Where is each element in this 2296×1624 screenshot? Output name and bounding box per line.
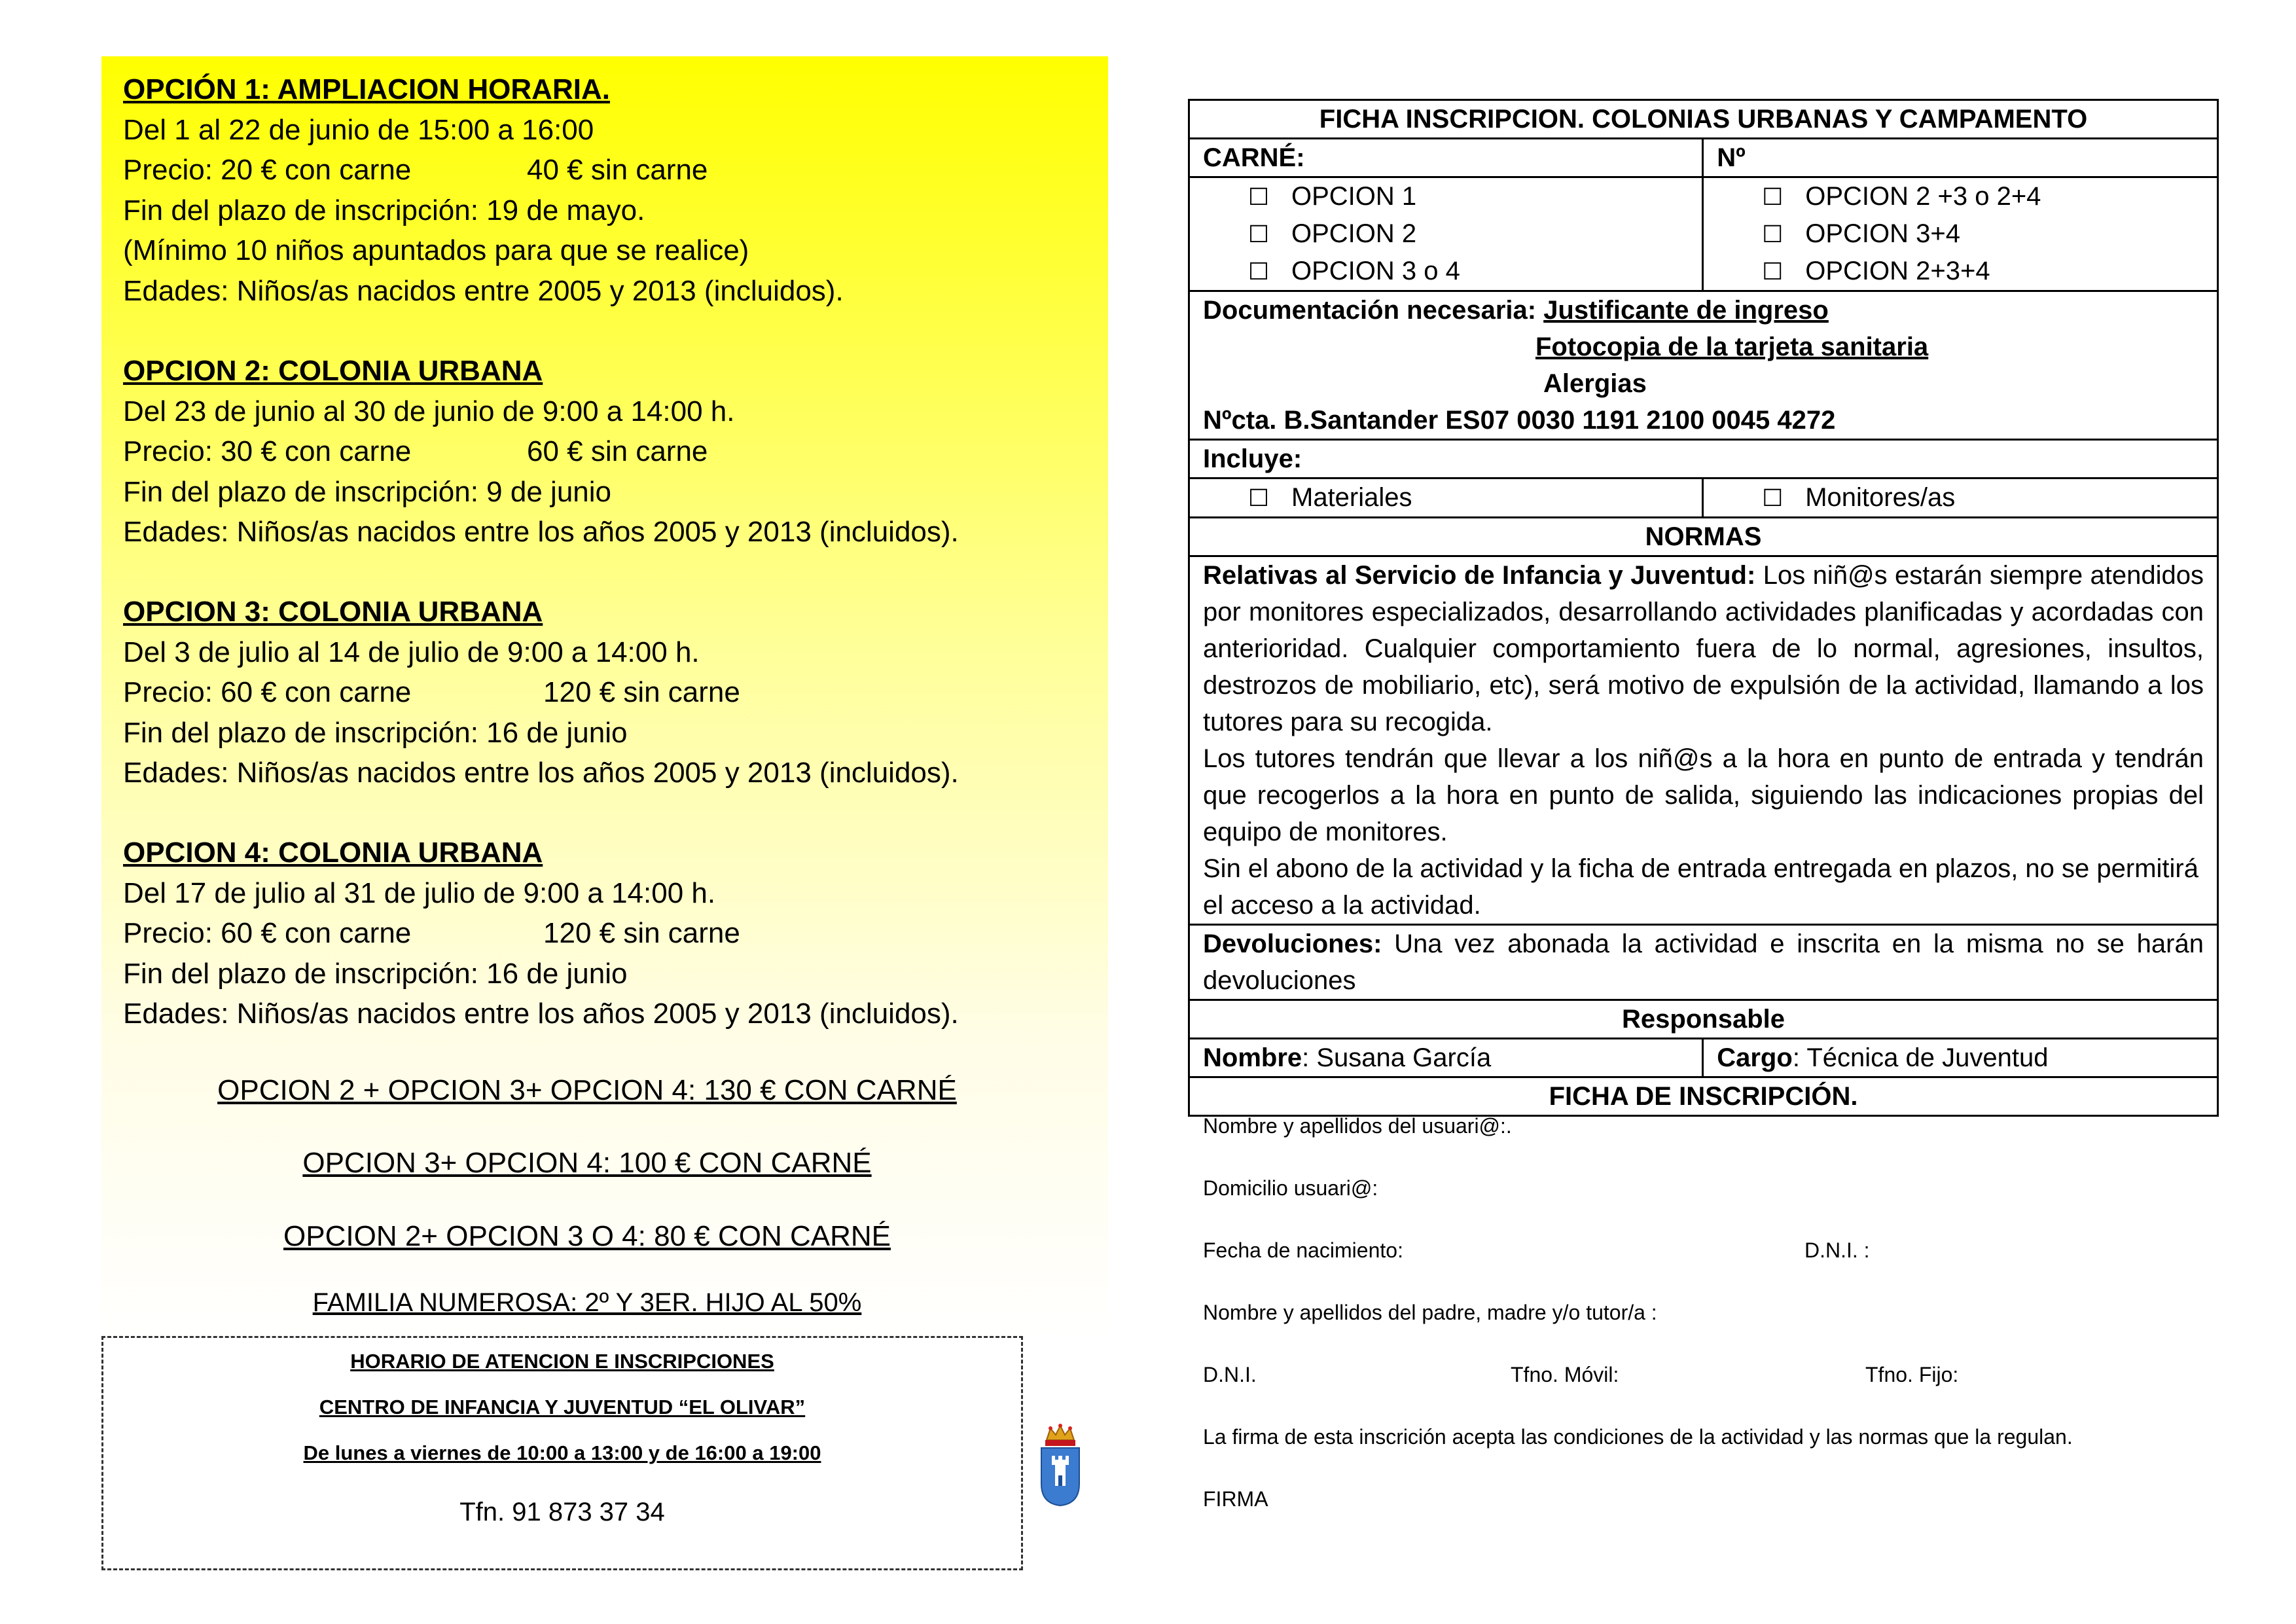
option-deadline: Fin del plazo de inscripción: 16 de junio: [123, 957, 628, 990]
responsable-heading: Responsable: [1189, 1000, 2218, 1039]
devoluciones-cell: [1189, 925, 2218, 1000]
field-dni-usuario[interactable]: D.N.I. :: [1804, 1238, 1870, 1262]
field-domicilio[interactable]: Domicilio usuari@:: [1203, 1176, 1378, 1200]
option-label: OPCION 2+3+4: [1805, 257, 1990, 285]
option-ages: Edades: Niños/as nacidos entre los años 2005 y 2013 (incluidos).: [123, 516, 959, 548]
field-nombre-tutor[interactable]: Nombre y apellidos del padre, madre y/o tutor/a :: [1203, 1301, 1657, 1324]
incluye-checkbox-row[interactable]: [1203, 479, 1689, 516]
field-dni-tutor[interactable]: D.N.I.: [1203, 1363, 1257, 1386]
horario-title: HORARIO DE ATENCION E INSCRIPCIONES: [350, 1350, 774, 1373]
option-dates: Del 23 de junio al 30 de junio de 9:00 a 14:00 h.: [123, 395, 735, 427]
phone-number: Tfn. 91 873 37 34: [459, 1498, 665, 1526]
checkbox-icon[interactable]: ☐: [1247, 484, 1270, 511]
option-checkbox-row[interactable]: [1203, 253, 1689, 290]
field-firma[interactable]: FIRMA: [1203, 1487, 1268, 1511]
inscription-form-table: [1188, 99, 2219, 1117]
option-heading: OPCION 3: COLONIA URBANA: [123, 596, 543, 628]
municipal-crest-icon: [1037, 1422, 1083, 1507]
option-label: OPCION 2: [1291, 219, 1417, 248]
documentation-cell: [1189, 291, 2218, 440]
combo-price-3: OPCION 2+ OPCION 3 O 4: 80 € CON CARNÉ: [283, 1220, 891, 1252]
option-dates: Del 17 de julio al 31 de julio de 9:00 a 14:00 h.: [123, 876, 716, 909]
option-heading: OPCIÓN 1: AMPLIACION HORARIA.: [123, 73, 610, 105]
price-without-carne: 120 € sin carne: [543, 676, 740, 708]
normas-paragraph-2: Los tutores tendrán que llevar a los niñ@s a la hora en punto de entrada y tendrán que recogerlos a la hora en punto de salida, siguiendo las indicaciones propias del equipo de monitores.: [1203, 744, 2204, 846]
normas-text-1: Los niñ@s estarán siempre atendidos por monitores especializados, desarrollando actividades planificadas y acordadas con anterioridad. Cualquier comportamiento fuera de lo normal, agresiones, insultos, destrozos de mobiliario, etc), será motivo de expulsión de la actividad, llamando a los tutores para su recogida.: [1203, 561, 2204, 736]
doc-item-tarjeta-row: [1203, 329, 2204, 365]
option-1-block: [123, 69, 1092, 311]
option-checkbox-row[interactable]: [1203, 178, 1689, 215]
price-with-carne: Precio: 20 € con carne: [123, 154, 412, 186]
option-checkbox-row[interactable]: [1717, 215, 2204, 253]
form-title: FICHA INSCRIPCION. COLONIAS URBANAS Y CAMPAMENTO: [1189, 100, 2218, 139]
familia-numerosa: FAMILIA NUMEROSA: 2º Y 3ER. HIJO AL 50%: [312, 1288, 862, 1317]
doc-item-justificante: Justificante de ingreso: [1543, 296, 1829, 325]
price-with-carne: Precio: 60 € con carne: [123, 917, 412, 949]
nombre-label: Nombre: [1203, 1043, 1302, 1072]
option-checkbox-row[interactable]: [1717, 253, 2204, 290]
devoluciones-label: Devoluciones:: [1203, 929, 1382, 958]
normas-heading: NORMAS: [1189, 518, 2218, 556]
option-label: OPCION 3 o 4: [1291, 257, 1460, 285]
carne-label: CARNÉ:: [1189, 139, 1703, 177]
normas-paragraph-3: Sin el abono de la actividad y la ficha de entrada entregada en plazos, no se permitirá el acceso a la actividad.: [1203, 854, 2198, 920]
option-dates: Del 3 de julio al 14 de julio de 9:00 a 14:00 h.: [123, 636, 700, 668]
doc-label: Documentación necesaria:: [1203, 296, 1537, 325]
price-with-carne: Precio: 60 € con carne: [123, 676, 412, 708]
option-checkbox-row[interactable]: [1203, 215, 1689, 253]
combo-price-2: OPCION 3+ OPCION 4: 100 € CON CARNÉ: [302, 1147, 872, 1179]
checkbox-icon[interactable]: ☐: [1762, 258, 1784, 285]
incluye-right-cell: [1703, 478, 2218, 518]
option-heading: OPCION 2: COLONIA URBANA: [123, 355, 543, 387]
option-price-row: [123, 431, 1092, 472]
cargo-label: Cargo: [1717, 1043, 1793, 1072]
field-fecha-nacimiento[interactable]: Fecha de nacimiento:: [1203, 1238, 1403, 1262]
option-deadline: Fin del plazo de inscripción: 16 de junio: [123, 716, 628, 749]
info-panel: [101, 56, 1108, 1339]
option-deadline: Fin del plazo de inscripción: 19 de mayo.: [123, 194, 645, 226]
office-hours: De lunes a viernes de 10:00 a 13:00 y de 16:00 a 19:00: [303, 1441, 821, 1464]
options-right-cell: [1703, 177, 2218, 291]
option-4-block: [123, 833, 1092, 1034]
option-ages: Edades: Niños/as nacidos entre los años 2005 y 2013 (incluidos).: [123, 757, 959, 789]
options-left-cell: [1189, 177, 1703, 291]
ficha-inscripcion-heading: FICHA DE INSCRIPCIÓN.: [1189, 1077, 2218, 1116]
incluye-label-materiales: Materiales: [1291, 483, 1412, 512]
option-2-block: [123, 351, 1092, 552]
field-tfno-fijo[interactable]: Tfno. Fijo:: [1865, 1363, 1959, 1386]
checkbox-icon[interactable]: ☐: [1247, 221, 1270, 247]
price-without-carne: 120 € sin carne: [543, 917, 740, 949]
option-ages: Edades: Niños/as nacidos entre 2005 y 2013 (incluidos).: [123, 274, 844, 307]
bank-account: Nºcta. B.Santander ES07 0030 1191 2100 0045 4272: [1203, 406, 1836, 435]
combo-price-1: OPCION 2 + OPCION 3+ OPCION 4: 130 € CON CARNÉ: [217, 1074, 957, 1106]
option-minimum: (Mínimo 10 niños apuntados para que se realice): [123, 234, 749, 266]
checkbox-icon[interactable]: ☐: [1247, 183, 1270, 210]
normas-paragraph-1: [1203, 557, 2204, 740]
option-heading: OPCION 4: COLONIA URBANA: [123, 837, 543, 869]
responsable-cargo-cell: [1703, 1039, 2218, 1077]
price-without-carne: 40 € sin carne: [527, 154, 708, 186]
doc-item-tarjeta: Fotocopia de la tarjeta sanitaria: [1535, 333, 1929, 361]
option-price-row: [123, 913, 1092, 954]
option-label: OPCION 2 +3 o 2+4: [1805, 182, 2041, 211]
incluye-label: Incluye:: [1189, 440, 2218, 478]
checkbox-icon[interactable]: ☐: [1762, 484, 1784, 511]
checkbox-icon[interactable]: ☐: [1247, 258, 1270, 285]
responsable-nombre-cell: [1189, 1039, 1703, 1077]
option-label: OPCION 3+4: [1805, 219, 1960, 248]
checkbox-icon[interactable]: ☐: [1762, 221, 1784, 247]
doc-line-1: [1203, 292, 2204, 329]
option-deadline: Fin del plazo de inscripción: 9 de junio: [123, 475, 612, 508]
field-tfno-movil[interactable]: Tfno. Móvil:: [1511, 1363, 1619, 1386]
numero-label: Nº: [1703, 139, 2218, 177]
incluye-checkbox-row[interactable]: [1717, 479, 2204, 516]
option-checkbox-row[interactable]: [1717, 178, 2204, 215]
option-3-block: [123, 592, 1092, 793]
option-dates: Del 1 al 22 de junio de 15:00 a 16:00: [123, 113, 594, 146]
field-nombre-usuario[interactable]: Nombre y apellidos del usuari@:.: [1203, 1114, 1512, 1138]
option-ages: Edades: Niños/as nacidos entre los años 2005 y 2013 (incluidos).: [123, 998, 959, 1030]
option-label: OPCION 1: [1291, 182, 1417, 211]
cargo-value: : Técnica de Juventud: [1792, 1043, 2049, 1072]
price-with-carne: Precio: 30 € con carne: [123, 435, 412, 467]
price-without-carne: 60 € sin carne: [527, 435, 708, 467]
nombre-value: : Susana García: [1302, 1043, 1492, 1072]
incluye-left-cell: [1189, 478, 1703, 518]
horario-box: [101, 1336, 1023, 1570]
option-price-row: [123, 150, 1092, 190]
doc-item-alergias: Alergias: [1543, 369, 1647, 398]
option-price-row: [123, 672, 1092, 713]
incluye-label-monitores: Monitores/as: [1805, 483, 1956, 512]
normas-bold-label: Relativas al Servicio de Infancia y Juventud:: [1203, 561, 1756, 590]
checkbox-icon[interactable]: ☐: [1762, 183, 1784, 210]
centro-name: CENTRO DE INFANCIA Y JUVENTUD “EL OLIVAR”: [319, 1396, 806, 1418]
devoluciones-text: Una vez abonada la actividad e inscrita en la misma no se harán devoluciones: [1203, 929, 2204, 995]
normas-cell: [1189, 556, 2218, 925]
firma-disclaimer: La firma de esta inscrición acepta las condiciones de la actividad y las normas que la regulan.: [1203, 1425, 2073, 1449]
